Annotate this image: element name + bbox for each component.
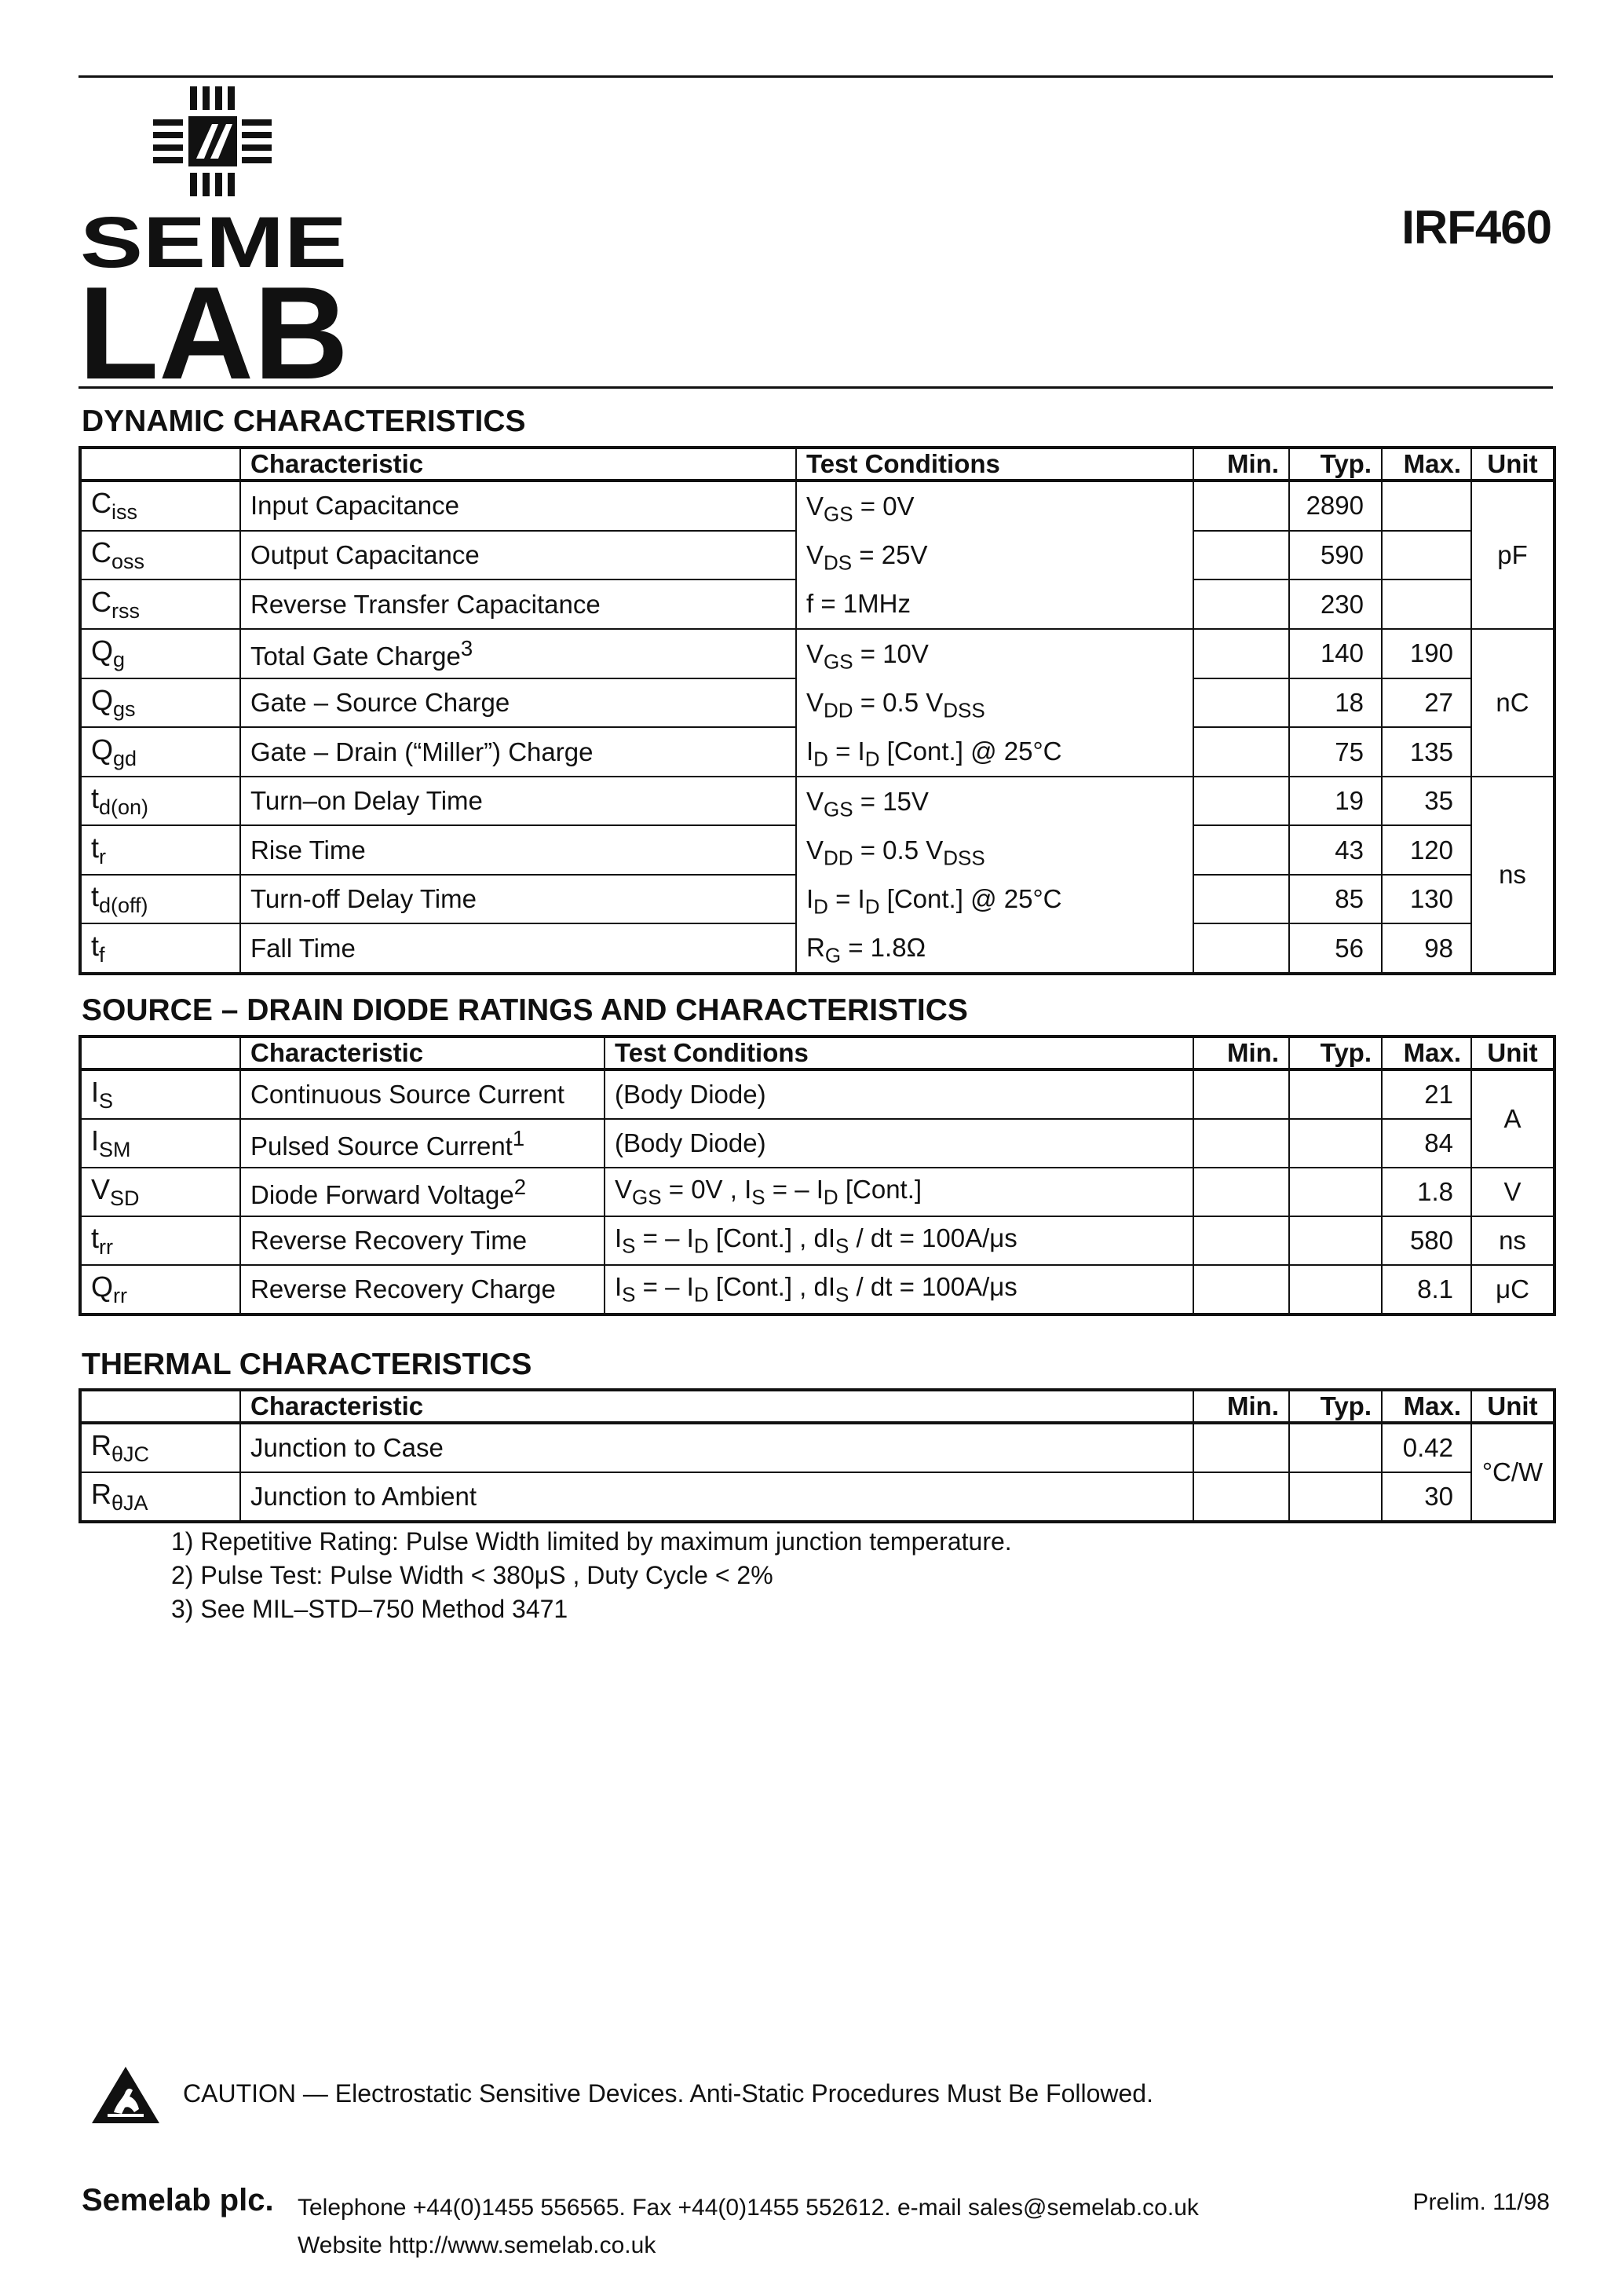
unit-cell: A bbox=[1471, 1069, 1554, 1168]
symbol-cell: $t_{d(on)}$ bbox=[80, 777, 240, 825]
symbol-cell: $R_{\theta JA}$ bbox=[80, 1472, 240, 1522]
header-characteristic: Characteristic bbox=[240, 1036, 605, 1069]
header-characteristic: Characteristic bbox=[240, 1390, 1193, 1423]
max-value bbox=[1382, 481, 1471, 531]
header-unit: Unit bbox=[1471, 1036, 1554, 1069]
typ-value: 19 bbox=[1289, 777, 1382, 825]
characteristic-cell: Rise Time bbox=[240, 825, 796, 874]
characteristic-cell: Turn–on Delay Time bbox=[240, 777, 796, 825]
unit-cell: nC bbox=[1471, 629, 1554, 777]
dynamic-title: DYNAMIC CHARACTERISTICS bbox=[82, 404, 526, 438]
characteristic-cell: Reverse Recovery Time bbox=[240, 1216, 605, 1265]
footnote-2: 2) Pulse Test: Pulse Width < 380μS , Duty Cycle < 2% bbox=[171, 1561, 773, 1589]
thermal-table bbox=[79, 1388, 1556, 1523]
table-header-row bbox=[80, 1390, 1554, 1423]
min-value bbox=[1193, 1265, 1289, 1314]
min-value bbox=[1193, 629, 1289, 678]
symbol-cell: $Q_{gs}$ bbox=[80, 678, 240, 728]
symbol-cell: $t_f$ bbox=[80, 923, 240, 974]
svg-text:LAB: LAB bbox=[79, 259, 349, 385]
typ-value: 43 bbox=[1289, 825, 1382, 874]
characteristic-cell: Pulsed Source Current$^1$ bbox=[240, 1119, 605, 1168]
condition-line: $V_{DD} = 0.5$ $V_{DSS}$ bbox=[806, 688, 985, 722]
symbol-cell: $C_{rss}$ bbox=[80, 579, 240, 629]
symbol-cell: $C_{iss}$ bbox=[80, 481, 240, 531]
header-max: Max. bbox=[1382, 1036, 1471, 1069]
characteristic-cell: Output Capacitance bbox=[240, 531, 796, 580]
symbol-cell: $t_{d(off)}$ bbox=[80, 875, 240, 923]
typ-value: 2890 bbox=[1289, 481, 1382, 531]
characteristic-cell: Continuous Source Current bbox=[240, 1069, 605, 1119]
characteristic-cell: Gate – Drain (“Miller”) Charge bbox=[240, 727, 796, 777]
symbol-cell: $Q_g$ bbox=[80, 629, 240, 678]
min-value bbox=[1193, 727, 1289, 777]
symbol-cell: $R_{\theta JC}$ bbox=[80, 1423, 240, 1472]
max-value: 0.42 bbox=[1382, 1423, 1471, 1472]
max-value: 190 bbox=[1382, 629, 1471, 678]
esd-warning-icon bbox=[90, 2065, 161, 2125]
header-unit: Unit bbox=[1471, 1390, 1554, 1423]
table-row bbox=[80, 1265, 1554, 1314]
table-row bbox=[80, 1472, 1554, 1522]
min-value bbox=[1193, 1168, 1289, 1216]
condition-line: $V_{GS} = 0V$ bbox=[806, 492, 915, 526]
header-min: Min. bbox=[1193, 448, 1289, 481]
max-value: 580 bbox=[1382, 1216, 1471, 1265]
max-value: 35 bbox=[1382, 777, 1471, 825]
semelab-logo bbox=[79, 86, 361, 385]
diode-table bbox=[79, 1035, 1556, 1316]
characteristic-cell: Gate – Source Charge bbox=[240, 678, 796, 728]
header-characteristic: Characteristic bbox=[240, 448, 796, 481]
typ-value: 230 bbox=[1289, 579, 1382, 629]
typ-value: 85 bbox=[1289, 875, 1382, 923]
typ-value: 56 bbox=[1289, 923, 1382, 974]
footnote-1: 1) Repetitive Rating: Pulse Width limited by maximum junction temperature. bbox=[171, 1527, 1012, 1556]
header-min: Min. bbox=[1193, 1390, 1289, 1423]
typ-value bbox=[1289, 1119, 1382, 1168]
condition-line: $I_D = I_D$ [Cont.] @ 25°C bbox=[806, 884, 1062, 919]
caution-notice bbox=[90, 2065, 1425, 2128]
test-conditions-cell: (Body Diode) bbox=[605, 1069, 1193, 1119]
characteristic-cell: Turn-off Delay Time bbox=[240, 875, 796, 923]
min-value bbox=[1193, 1472, 1289, 1522]
typ-value: 140 bbox=[1289, 629, 1382, 678]
header-unit: Unit bbox=[1471, 448, 1554, 481]
min-value bbox=[1193, 1216, 1289, 1265]
unit-cell: ns bbox=[1471, 777, 1554, 974]
table-row bbox=[80, 481, 1554, 531]
test-conditions-switching bbox=[796, 777, 1193, 974]
test-conditions-cell: $I_S$ = – $I_D$ [Cont.] , $dI_S$ / dt = 100A/μs bbox=[605, 1216, 1193, 1265]
unit-cell: ns bbox=[1471, 1216, 1554, 1265]
page-footer bbox=[82, 2183, 1550, 2261]
header-test-conditions: Test Conditions bbox=[605, 1036, 1193, 1069]
condition-line: $V_{DD} = 0.5$ $V_{DSS}$ bbox=[806, 835, 985, 870]
symbol-cell: $Q_{rr}$ bbox=[80, 1265, 240, 1314]
characteristic-cell: Total Gate Charge$^3$ bbox=[240, 629, 796, 678]
min-value bbox=[1193, 579, 1289, 629]
typ-value bbox=[1289, 1069, 1382, 1119]
table-row bbox=[80, 1216, 1554, 1265]
company-name: Semelab plc. bbox=[82, 2183, 274, 2217]
contact-line-2: Website http://www.semelab.co.uk bbox=[298, 2232, 656, 2258]
max-value bbox=[1382, 531, 1471, 580]
unit-cell: μC bbox=[1471, 1265, 1554, 1314]
table-row bbox=[80, 1069, 1554, 1119]
characteristic-cell: Diode Forward Voltage$^2$ bbox=[240, 1168, 605, 1216]
table-row bbox=[80, 1168, 1554, 1216]
svg-text:SEME: SEME bbox=[80, 203, 347, 283]
dynamic-table bbox=[79, 446, 1556, 975]
max-value: 8.1 bbox=[1382, 1265, 1471, 1314]
header-symbol bbox=[80, 1390, 240, 1423]
typ-value: 18 bbox=[1289, 678, 1382, 728]
typ-value bbox=[1289, 1423, 1382, 1472]
unit-cell: V bbox=[1471, 1168, 1554, 1216]
typ-value bbox=[1289, 1265, 1382, 1314]
max-value: 135 bbox=[1382, 727, 1471, 777]
footnote-3: 3) See MIL–STD–750 Method 3471 bbox=[171, 1595, 568, 1623]
characteristic-cell: Fall Time bbox=[240, 923, 796, 974]
typ-value bbox=[1289, 1472, 1382, 1522]
max-value: 21 bbox=[1382, 1069, 1471, 1119]
header-symbol bbox=[80, 448, 240, 481]
symbol-cell: $t_{rr}$ bbox=[80, 1216, 240, 1265]
thermal-title: THERMAL CHARACTERISTICS bbox=[82, 1347, 532, 1381]
max-value: 1.8 bbox=[1382, 1168, 1471, 1216]
min-value bbox=[1193, 531, 1289, 580]
min-value bbox=[1193, 678, 1289, 728]
characteristic-cell: Reverse Transfer Capacitance bbox=[240, 579, 796, 629]
max-value: 120 bbox=[1382, 825, 1471, 874]
caution-text: CAUTION — Electrostatic Sensitive Devices. Anti-Static Procedures Must Be Followed. bbox=[183, 2079, 1153, 2108]
symbol-cell: $t_r$ bbox=[80, 825, 240, 874]
max-value: 27 bbox=[1382, 678, 1471, 728]
max-value bbox=[1382, 579, 1471, 629]
test-conditions-cell: $I_S$ = – $I_D$ [Cont.] , $dI_S$ / dt = 100A/μs bbox=[605, 1265, 1193, 1314]
test-conditions-cell: (Body Diode) bbox=[605, 1119, 1193, 1168]
condition-line: $V_{GS} = 10V$ bbox=[806, 639, 929, 674]
typ-value bbox=[1289, 1216, 1382, 1265]
symbol-cell: $V_{SD}$ bbox=[80, 1168, 240, 1216]
test-conditions-cell: $V_{GS} = 0V$ , $I_S$ = – $I_D$ [Cont.] bbox=[605, 1168, 1193, 1216]
min-value bbox=[1193, 1119, 1289, 1168]
header-max: Max. bbox=[1382, 1390, 1471, 1423]
condition-line: f = 1MHz bbox=[806, 589, 911, 618]
max-value: 98 bbox=[1382, 923, 1471, 974]
contact-line-1: Telephone +44(0)1455 556565. Fax +44(0)1455 552612. e-mail sales@semelab.co.uk bbox=[298, 2195, 1199, 2221]
max-value: 30 bbox=[1382, 1472, 1471, 1522]
min-value bbox=[1193, 777, 1289, 825]
characteristic-cell: Junction to Ambient bbox=[240, 1472, 1193, 1522]
characteristic-cell: Junction to Case bbox=[240, 1423, 1193, 1472]
min-value bbox=[1193, 923, 1289, 974]
table-header-row bbox=[80, 448, 1554, 481]
condition-line: $R_G = 1.8\Omega$ bbox=[806, 933, 926, 967]
header-rule bbox=[79, 386, 1553, 389]
revision-label: Prelim. 11/98 bbox=[1412, 2189, 1550, 2215]
header-max: Max. bbox=[1382, 448, 1471, 481]
condition-line: $I_D = I_D$ [Cont.] @ 25°C bbox=[806, 737, 1062, 771]
symbol-cell: $I_{SM}$ bbox=[80, 1119, 240, 1168]
table-header-row bbox=[80, 1036, 1554, 1069]
diode-title: SOURCE – DRAIN DIODE RATINGS AND CHARACTERISTICS bbox=[82, 993, 968, 1027]
top-rule bbox=[79, 75, 1553, 78]
characteristic-cell: Input Capacitance bbox=[240, 481, 796, 531]
table-row bbox=[80, 629, 1554, 678]
min-value bbox=[1193, 875, 1289, 923]
typ-value: 590 bbox=[1289, 531, 1382, 580]
typ-value bbox=[1289, 1168, 1382, 1216]
header-typ: Typ. bbox=[1289, 1036, 1382, 1069]
unit-cell: °C/W bbox=[1471, 1423, 1554, 1522]
min-value bbox=[1193, 1423, 1289, 1472]
header-test-conditions: Test Conditions bbox=[796, 448, 1193, 481]
symbol-cell: $I_S$ bbox=[80, 1069, 240, 1119]
table-row bbox=[80, 777, 1554, 825]
part-number: IRF460 bbox=[1401, 201, 1551, 254]
min-value bbox=[1193, 825, 1289, 874]
min-value bbox=[1193, 481, 1289, 531]
characteristic-cell: Reverse Recovery Charge bbox=[240, 1265, 605, 1314]
unit-cell: pF bbox=[1471, 481, 1554, 629]
symbol-cell: $C_{oss}$ bbox=[80, 531, 240, 580]
header-min: Min. bbox=[1193, 1036, 1289, 1069]
test-conditions-charge bbox=[796, 629, 1193, 777]
table-row bbox=[80, 1119, 1554, 1168]
max-value: 130 bbox=[1382, 875, 1471, 923]
header-symbol bbox=[80, 1036, 240, 1069]
condition-line: $V_{DS} = 25V$ bbox=[806, 540, 928, 575]
contact-info bbox=[298, 2189, 1199, 2265]
typ-value: 75 bbox=[1289, 727, 1382, 777]
footnotes bbox=[171, 1525, 1012, 1626]
header-typ: Typ. bbox=[1289, 1390, 1382, 1423]
min-value bbox=[1193, 1069, 1289, 1119]
test-conditions-capacitance bbox=[796, 481, 1193, 629]
condition-line: $V_{GS} = 15V$ bbox=[806, 787, 929, 821]
table-row bbox=[80, 1423, 1554, 1472]
symbol-cell: $Q_{gd}$ bbox=[80, 727, 240, 777]
header-typ: Typ. bbox=[1289, 448, 1382, 481]
max-value: 84 bbox=[1382, 1119, 1471, 1168]
